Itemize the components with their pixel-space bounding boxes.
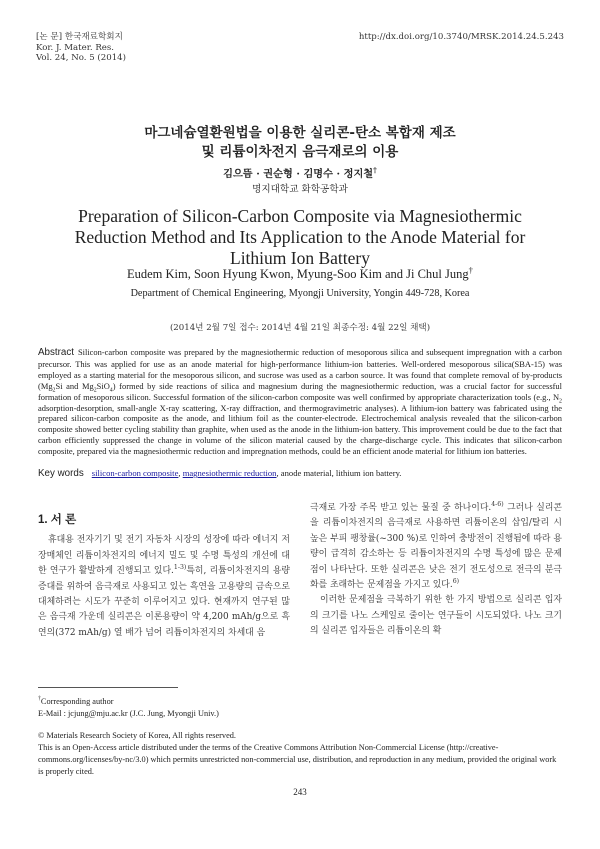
keyword-link-1[interactable]: silicon-carbon composite	[91, 468, 179, 478]
journal-header	[36, 32, 126, 64]
authors-english	[0, 264, 600, 282]
section-heading-introduction: 1. 서 론	[38, 514, 77, 526]
affiliation-korean: 명지대학교 화학공학과	[252, 184, 348, 195]
authors-korean	[0, 165, 600, 180]
footnote-mark: †	[38, 696, 41, 703]
footnote-author	[38, 696, 562, 720]
citation: 4-6)	[491, 501, 504, 509]
corresponding-author-label: Corresponding author	[40, 697, 114, 706]
copyright-notice: © Materials Research Society of Korea, All rights reserved.	[38, 731, 236, 740]
title-english-line-1: Preparation of Silicon-Carbon Composite via Magnesiothermic	[78, 206, 522, 226]
corresponding-mark: †	[373, 165, 377, 175]
title-korean-line-1: 마그네슘열환원법을 이용한 실리콘-탄소 복합재 제조	[144, 125, 456, 141]
title-korean	[0, 124, 600, 162]
page-number: 243	[293, 787, 307, 797]
abstract-text-1: Silicon-carbon composite was prepared by the magnesiothermic reduction of mesoporous silica and subsequent impregnation with a carbon precursor. This was applied for use as an anode material for high-performance lithium-ion batteries. Well-ordered mesoporous silica(SBA-15) was employed as a starting material for the mesoporous silicon, and sucrose was used as a carbon source. It was found that complete removal of by-products (	[38, 347, 562, 391]
doi-link[interactable]: http://dx.doi.org/10.3740/MRSK.2014.24.5.243	[358, 32, 564, 42]
journal-name-ko: [논 문] 한국재료학회지	[36, 32, 123, 42]
footnote-divider	[38, 687, 178, 688]
title-korean-line-2: 및 리튬이차전지 음극재로의 이용	[201, 144, 399, 160]
affiliation-english: Department of Chemical Engineering, Myongji University, Yongin 449-728, Korea	[130, 288, 470, 299]
citation: 6)	[452, 578, 460, 586]
body-paragraph: 휴대용 전자기기 및 전기 자동차 시장의 성장에 따라 에너지 저장매체인 리튬이차전지의 에너지 밀도 및 수명 특성의 개선에 대한 연구가 활발하게 진행되고 있다.$^{1-3)}$특히, 리튬이차전지의 용량 증대를 위하여 음극재로 사용되고 있는 흑연을 고용량의 금속으로 대체하려는 시도가 꾸준히 이루어지고 있다. 현재까지 연구된 많은 음극재 가운데 실리콘은 이론용량이 약 4,200 mAh/g으로 흑연의(372 mAh/g) 열 배가 넘어 리튬이차전지의 차세대 음	[38, 535, 290, 638]
title-english	[40, 206, 560, 269]
title-english-line-3: Lithium Ion Battery	[230, 248, 370, 268]
journal-volume: Vol. 24, No. 5 (2014)	[36, 53, 126, 63]
body-paragraph: 이러한 문제점을 극복하기 위한 한 가지 방법으로 실리콘 입자의 크기를 나노 스케일로 줄이는 연구들이 시도되었다. 나노 크기의 실리콘 입자들은 리튬이온의 확	[310, 595, 562, 637]
keywords: Key words silicon-carbon composite, magnesiothermic reduction, anode material, lithium ion battery.	[38, 468, 402, 479]
body-column-right	[310, 501, 562, 640]
abstract: Abstract Silicon-carbon composite was prepared by the magnesiothermic reduction of mesoporous silica and subsequent impregnation with a carbon precursor. This was applied for use as an anode material for high-performance lithium-ion batteries. Well-ordered mesoporous silica(SBA-15) was employed as a starting material for the mesoporous silicon, and sucrose was used as a carbon source. It was found that complete removal of by-products ($Mg_2Si$ and $Mg_2SiO_4$) formed by side reactions of silica and magnesium during the magnesiothermic reduction, was a crucial factor for successful formation of mesoporous silicon. Successful formation of the silicon-carbon composite was well confirmed by appropriate characterization tools (e.g., $N_2$ adsorption-desorption, small-angle X-ray scattering, X-ray diffraction, and thermogravimetric analyses). A lithium-ion battery was fabricated using the prepared silicon-carbon composite as the anode, and lithium foil as the counter-electrode. Electrochemical analysis revealed that the silicon-carbon composite showed better cycling stability than graphite, when used as the anode in the lithium-ion battery. This improvement could be due to the fact that carbon efficiently suppressed the change in volume of the silicon material caused by the charge-discharge cycle. This indicates that silicon-carbon composite, prepared via the magnesiothermic reduction and impregnation methods, could be an efficient anode material for lithium ion batteries.	[38, 347, 562, 457]
citation: 1-3)	[173, 564, 187, 572]
abstract-label: Abstract	[38, 347, 74, 358]
journal-name-en: Kor. J. Mater. Res.	[36, 42, 115, 53]
body-column-left	[38, 513, 290, 641]
title-english-line-2: Reduction Method and Its Application to the Anode Material for	[74, 227, 526, 247]
keywords-rest: , anode material, lithium ion battery.	[276, 468, 402, 478]
received-dates: (2014년 2월 7일 접수: 2014년 4월 21일 최종수정: 4월 22일 채택)	[169, 323, 431, 333]
keyword-link-2[interactable]: magnesiothermic reduction	[182, 468, 277, 478]
authors-english-names: Eudem Kim, Soon Hyung Kwon, Myung-Soo Kim and Ji Chul Jung	[126, 267, 469, 281]
keywords-label: Key words	[38, 468, 84, 479]
abstract-text-2: ) formed by side reactions of silica and magnesium during the magnesiothermic reduction, was a crucial factor for successful formation of mesoporous silicon. Successful formation of the silicon-carbon composite was well confirmed by appropriate characterization tools (e.g.,	[38, 380, 562, 402]
footnote-license	[38, 730, 562, 778]
corresponding-email: E-Mail : jcjung@mju.ac.kr (J.C. Jung, Myongji Univ.)	[38, 709, 219, 718]
authors-korean-names: 김으뜸 · 권순형 · 김명수 · 정지철	[223, 168, 374, 180]
corresponding-mark-en: †	[468, 264, 474, 275]
license-notice: This is an Open-Access article distributed under the terms of the Creative Commons Attribution Non-Commercial License (http://creative-commons.org/licenses/by-nc/3.0) which permits unrestricted non-commercial use, distribution, and reproduction in any medium, provided the original work is properly cited.	[38, 743, 557, 776]
abstract-text-3: adsorption-desorption, small-angle X-ray scattering, X-ray diffraction, and thermogravimetric analyses). A lithium-ion battery was fabricated using the prepared silicon-carbon composite as the anode, and lithium foil as the counter-electrode. Electrochemical analysis revealed that the silicon-carbon composite showed better cycling stability than graphite, when used as the anode in the lithium-ion battery. This improvement could be due to the fact that carbon efficiently suppressed the change in volume of the silicon material caused by the charge-discharge cycle. This indicates that silicon-carbon composite, prepared via the magnesiothermic reduction and impregnation methods, could be an efficient anode material for lithium ion batteries.	[38, 402, 562, 457]
body-paragraph: 극재로 가장 주목 받고 있는 물질 중 하나이다.$^{4-6)}$ 그러나 실리콘을 리튬이차전지의 음극재로 사용하면 리튬이온의 삽입/탈리 시 높은 부피 팽창률(~300 %)로 인하여 충방전이 진행됨에 따라 용량이 급격히 감소하는 등 리튬이차전지의 수명 특성에 많은 문제점이 나타난다. 또한 실리콘은 낮은 전기 전도성으로 전극의 분극화를 초래하는 문제점을 가지고 있다.$^{6)}$	[310, 501, 562, 591]
